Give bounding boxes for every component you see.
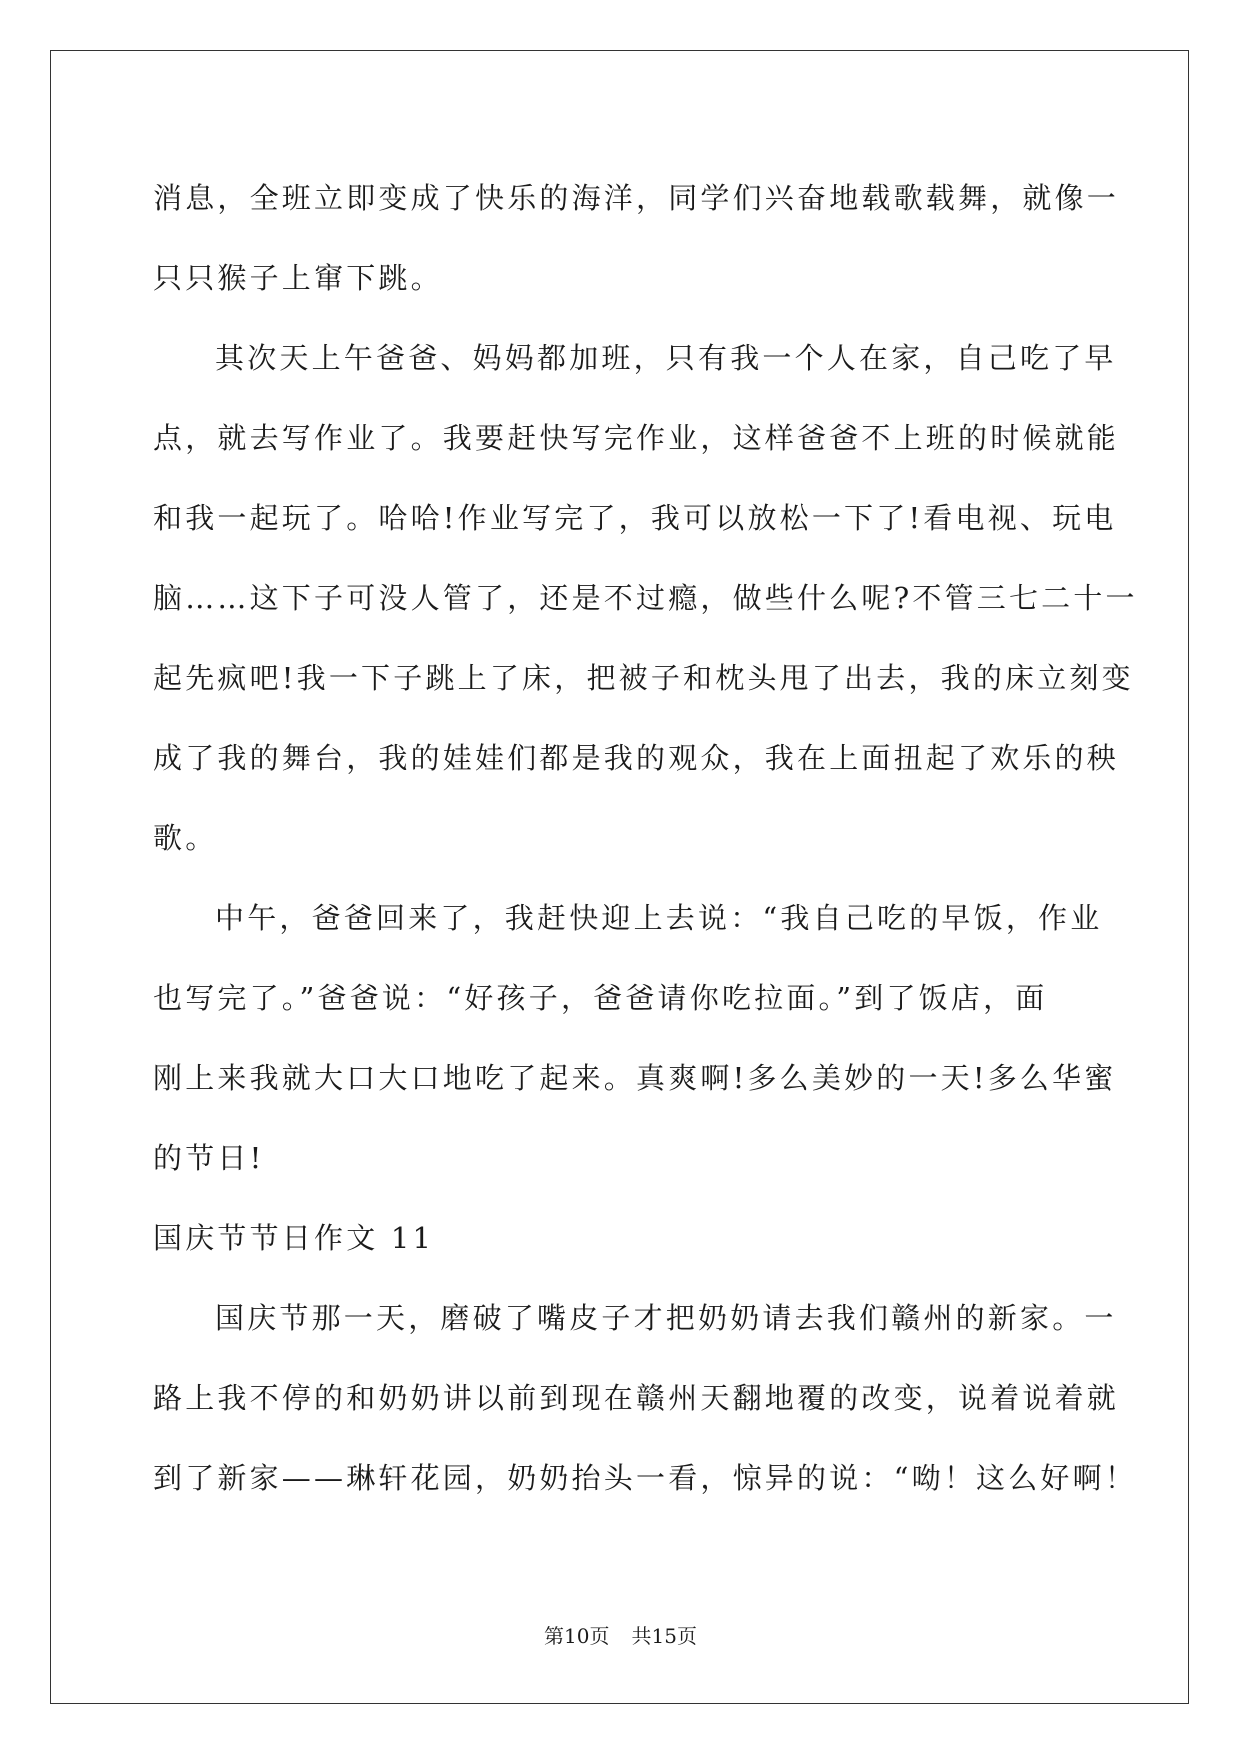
text-line: 中午，爸爸回来了，我赶快迎上去说：“我自己吃的早饭，作业 bbox=[215, 901, 1103, 935]
text-line: 到了新家——琳轩花园，奶奶抬头一看，惊异的说：“呦！这么好啊！ bbox=[153, 1461, 1138, 1495]
section-title: 国庆节节日作文 11 bbox=[153, 1221, 435, 1255]
text-line: 脑……这下子可没人管了，还是不过瘾，做些什么呢?不管三七二十一 bbox=[153, 581, 1138, 615]
text-line: 只只猴子上窜下跳。 bbox=[153, 261, 443, 295]
text-line: 点，就去写作业了。我要赶快写完作业，这样爸爸不上班的时候就能 bbox=[153, 421, 1120, 455]
text-line: 刚上来我就大口大口地吃了起来。真爽啊!多么美妙的一天!多么华蜜 bbox=[153, 1061, 1117, 1095]
page-number: 第10页 bbox=[544, 1624, 610, 1648]
text-line: 也写完了。”爸爸说：“好孩子，爸爸请你吃拉面。”到了饭店，面 bbox=[153, 981, 1048, 1015]
text-line: 其次天上午爸爸、妈妈都加班，只有我一个人在家，自己吃了早 bbox=[215, 341, 1117, 375]
text-line: 和我一起玩了。哈哈!作业写完了，我可以放松一下了!看电视、玩电 bbox=[153, 501, 1117, 535]
text-line: 的节日! bbox=[153, 1141, 265, 1175]
page-total: 共15页 bbox=[631, 1624, 697, 1648]
document-body bbox=[153, 158, 1138, 1518]
text-line: 成了我的舞台，我的娃娃们都是我的观众，我在上面扭起了欢乐的秧 bbox=[153, 741, 1120, 775]
text-line: 歌。 bbox=[153, 821, 218, 855]
text-line: 路上我不停的和奶奶讲以前到现在赣州天翻地覆的改变，说着说着就 bbox=[153, 1381, 1120, 1415]
text-line: 起先疯吧!我一下子跳上了床，把被子和枕头甩了出去，我的床立刻变 bbox=[153, 661, 1134, 695]
page-footer bbox=[0, 1622, 1241, 1650]
text-line: 国庆节那一天，磨破了嘴皮子才把奶奶请去我们赣州的新家。一 bbox=[215, 1301, 1117, 1335]
text-line: 消息，全班立即变成了快乐的海洋，同学们兴奋地载歌载舞，就像一 bbox=[153, 181, 1120, 215]
